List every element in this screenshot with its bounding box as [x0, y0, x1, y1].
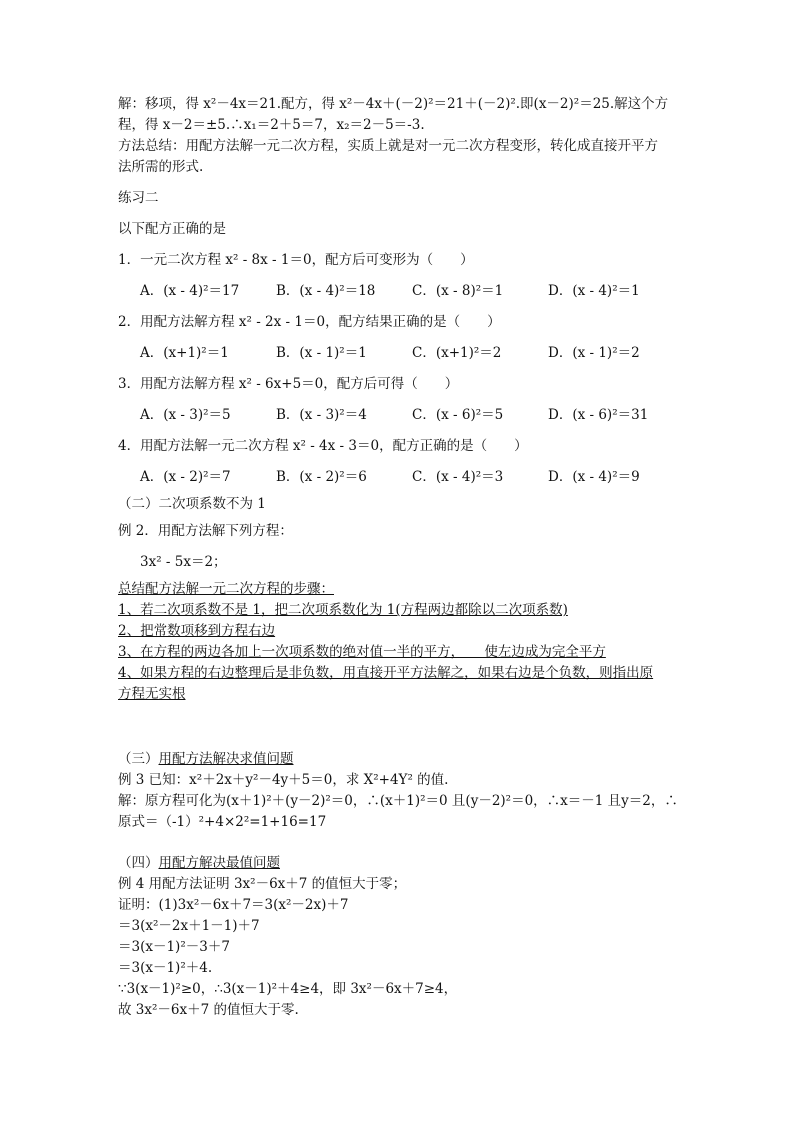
option-c: C．(x+1)²＝2: [412, 345, 502, 361]
example-3: 例 3 已知：x²＋2x＋y²－4y＋5＝0，求 X²+4Y² 的值.: [118, 772, 449, 788]
option-a: A．(x - 4)²＝17: [140, 283, 240, 299]
proof-line-3: ＝3(x－1)²－3＋7: [118, 939, 230, 955]
example-2: 例 2．用配方法解下列方程：: [118, 523, 293, 539]
example-2-equation: 3x² - 5x＝2；: [140, 554, 227, 570]
steps-title: 总结配方法解一元二次方程的步骤：: [118, 581, 334, 597]
option-a: A．(x+1)²＝1: [140, 345, 229, 361]
example-3-solution-line-2: 原式＝（-1）²+4×2²=1+16=17: [118, 814, 327, 830]
section-4-heading: [118, 853, 684, 874]
question-4-options: [118, 467, 684, 488]
option-b: B．(x - 1)²＝1: [276, 345, 367, 361]
question-3-options: [118, 405, 684, 426]
section-3-title: 用配方法解决求值问题: [158, 751, 294, 767]
option-d: D．(x - 1)²＝2: [548, 345, 640, 361]
question-4-stem: 4．用配方法解一元二次方程 x² - 4x - 3＝0，配方正确的是（ ）: [118, 438, 528, 454]
proof-line-2: ＝3(x²－2x＋1－1)＋7: [118, 918, 260, 934]
section-3-prefix: （三）: [118, 751, 159, 767]
option-d: D．(x - 6)²＝31: [548, 407, 649, 423]
option-b: B．(x - 3)²＝4: [276, 407, 367, 423]
step-3: 3、在方程的两边各加上一次项系数的绝对值一半的平方， 使左边成为完全平方: [118, 644, 606, 660]
example-3-solution-line-1: 解：原方程可化为(x＋1)²＋(y－2)²＝0，∴(x＋1)²＝0 且(y－2)²＝0，∴x＝－1 且y＝2，∴: [118, 793, 678, 809]
option-c: C．(x - 4)²＝3: [412, 469, 504, 485]
practice-prompt: 以下配方正确的是: [118, 221, 226, 237]
section-4-prefix: （四）: [118, 855, 159, 871]
section-4-title: 用配方解决最值问题: [158, 855, 280, 871]
option-a: A．(x - 3)²＝5: [140, 407, 231, 423]
question-1-stem: 1．一元二次方程 x² - 8x - 1＝0，配方后可变形为（ ）: [118, 252, 474, 268]
option-c: C．(x - 6)²＝5: [412, 407, 504, 423]
question-2-stem: 2．用配方法解方程 x² - 2x - 1＝0，配方结果正确的是（ ）: [118, 314, 501, 330]
section-2-heading: （二）二次项系数不为 1: [118, 496, 266, 512]
option-d: D．(x - 4)²＝1: [548, 283, 640, 299]
spacer: [118, 833, 684, 853]
solution-line-1: 解：移项，得 x²－4x＝21.配方，得 x²－4x＋(－2)²＝21＋(－2)².即(x－2)²＝25.解这个方: [118, 96, 669, 112]
step-4: 4、如果方程的右边整理后是非负数，用直接开平方法解之，如果右边是个负数，则指出原: [118, 665, 654, 681]
question-1-options: [118, 281, 684, 302]
section-3-heading: [118, 749, 684, 770]
solution-line-2: 程，得 x－2＝±5.∴x₁＝2＋5＝7，x₂＝2－5＝-3.: [118, 117, 425, 133]
option-d: D．(x - 4)²＝9: [548, 469, 640, 485]
practice-title: 练习二: [118, 190, 159, 206]
question-3-stem: 3．用配方法解方程 x² - 6x+5＝0，配方后可得（ ）: [118, 376, 459, 392]
option-b: B．(x - 2)²＝6: [276, 469, 367, 485]
method-summary-line-2: 法所需的形式.: [118, 159, 204, 175]
proof-line-5: ∵3(x－1)²≥0，∴3(x－1)²＋4≥4，即 3x²－6x＋7≥4，: [118, 981, 458, 997]
proof-line-6: 故 3x²－6x＋7 的值恒大于零.: [118, 1002, 299, 1018]
step-2: 2、把常数项移到方程右边: [118, 623, 276, 639]
step-4-continued: 方程无实根: [118, 686, 186, 702]
question-2-options: [118, 343, 684, 364]
step-1: 1、若二次项系数不是 1，把二次项系数化为 1(方程两边都除以二次项系数): [118, 602, 568, 618]
option-c: C．(x - 8)²＝1: [412, 283, 504, 299]
method-summary-line-1: 方法总结：用配方法解一元二次方程，实质上就是对一元二次方程变形，转化成直接开平方: [118, 138, 658, 154]
option-a: A．(x - 2)²＝7: [140, 469, 231, 485]
proof-line-1: 证明：(1)3x²－6x＋7＝3(x²－2x)＋7: [118, 897, 349, 913]
option-b: B．(x - 4)²＝18: [276, 283, 376, 299]
proof-line-4: ＝3(x－1)²＋4.: [118, 960, 213, 976]
example-4: 例 4 用配方法证明 3x²－6x＋7 的值恒大于零；: [118, 876, 407, 892]
document-page: [118, 94, 684, 1021]
spacer: [118, 705, 684, 749]
